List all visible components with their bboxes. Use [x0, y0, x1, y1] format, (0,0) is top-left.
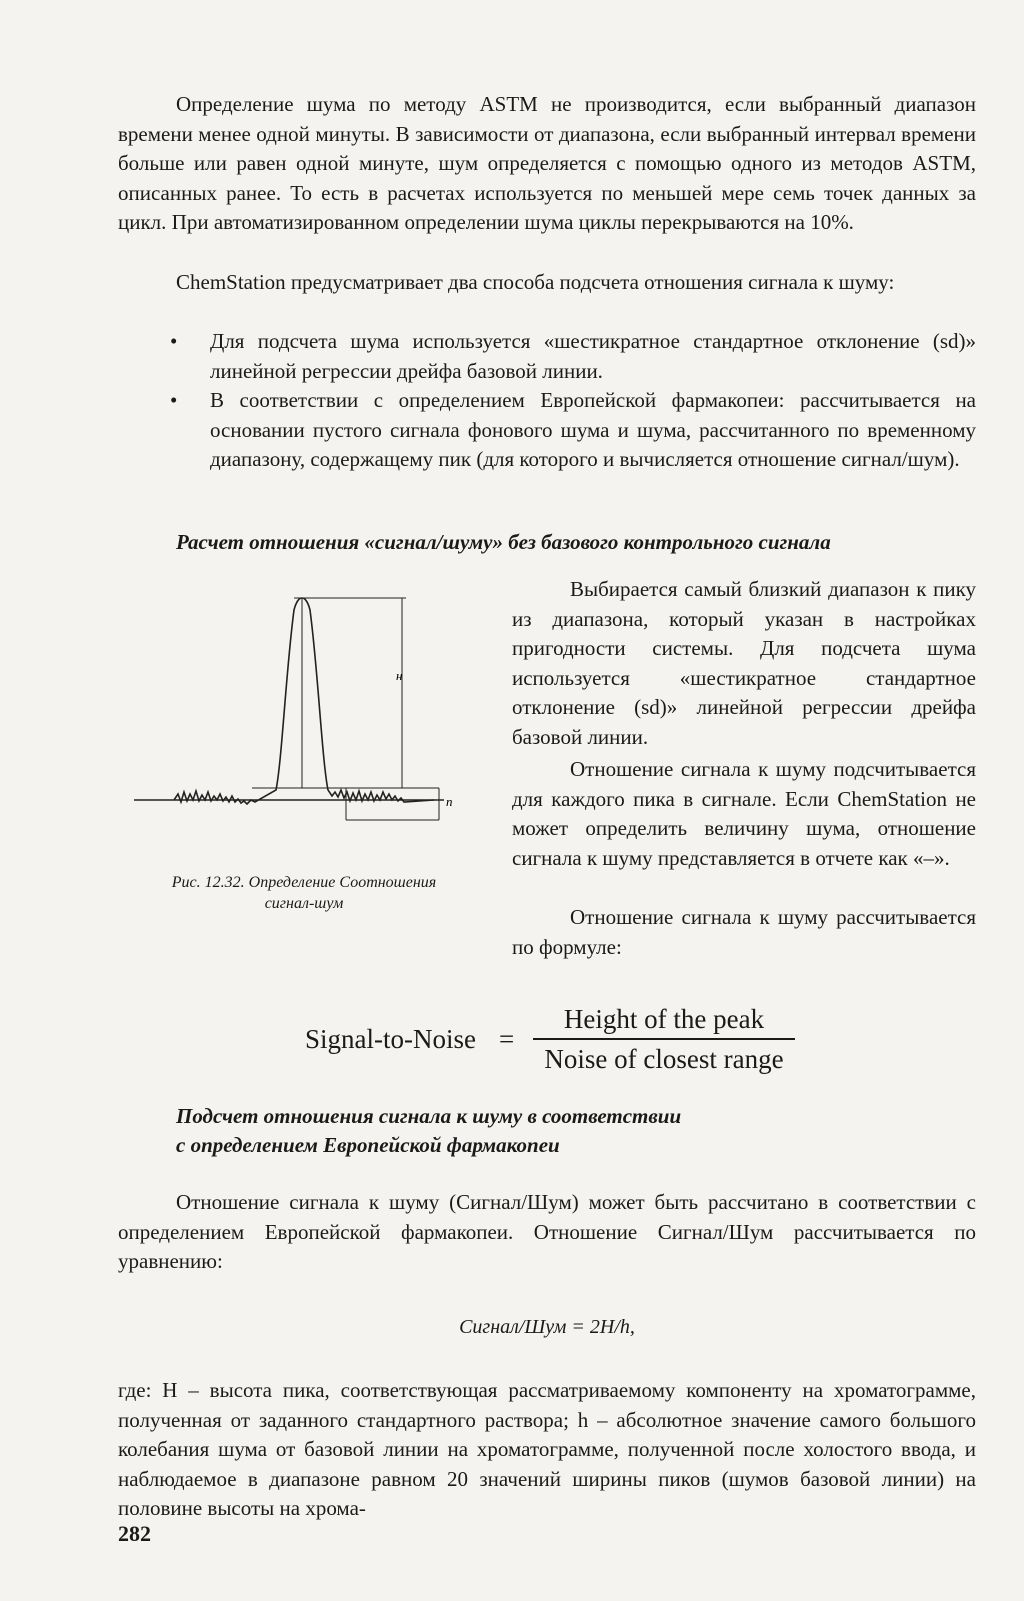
- paragraph-astm-noise: Определение шума по методу ASTM не производится, если выбранный диапазон времени менее одной минуты. В зависимости от диапазона, если выбранный интервал времени больше или равен одной минуте, шум определяется с помощью одного из методов ASTM, описанных ранее. То есть в расчетах используется по меньшей мере семь точек данных за цикл. При автоматизированном определении шума циклы перекрываются на 10%.: [118, 92, 976, 234]
- methods-list: [118, 327, 976, 475]
- fraction-bar: [533, 1038, 795, 1040]
- paragraph-definitions: где: H – высота пика, соответствующая рассматриваемому компоненту на хроматограмме, полученная от заданного стандартного раствора; h – абсолютное значение самого большого колебания шума от базовой линии на хроматограмме, полученной после холостого ввода, и наблюдаемое в диапазоне равном 20 значений ширины пиков (шумов базовой линии) на половине высоты на хрома-: [118, 1378, 976, 1520]
- formula-equals: =: [499, 1024, 515, 1054]
- list-item: • Для подсчета шума используется «шестикратное стандартное отклонение (sd)» линейной регрессии дрейфа базовой линии.: [170, 329, 976, 383]
- figure-caption: Рис. 12.32. Определение Соотношения сигнал-шум: [171, 874, 437, 912]
- column-paragraph-closest-range: Выбирается самый близкий диапазон к пику из диапазона, который указан в настройках пригодности системы. Для подсчета шума используется «шестикратное стандартное отклонение (sd)» линейной регрессии дрейфа базовой линии.: [512, 577, 976, 749]
- equation-snr: Сигнал/Шум = 2H/h,: [459, 1316, 635, 1338]
- bullet-icon: •: [170, 388, 178, 412]
- formula-numerator: Height of the peak: [563, 1004, 765, 1034]
- paragraph-pharmacopoeia: Отношение сигнала к шуму (Сигнал/Шум) может быть рассчитано в соответствии с определением Европейской фармакопеи. Отношение Сигнал/Шум рассчитывается по уравнению:: [118, 1190, 976, 1273]
- formula-denominator: Noise of closest range: [544, 1044, 784, 1074]
- section-heading-pharmacopoeia: Подсчет отношения сигнала к шуму в соответствии с определением Европейской фармакопеи: [176, 1104, 682, 1157]
- paragraph-chemstation-methods: ChemStation предусматривает два способа подсчета отношения сигнала к шуму:: [176, 270, 895, 294]
- figure-label-h: н: [396, 668, 403, 683]
- signal-noise-figure: [134, 590, 474, 840]
- formula-fraction: [533, 1002, 795, 1076]
- column-paragraph-per-peak: Отношение сигнала к шуму подсчитывается для каждого пика в сигнале. Если ChemStation не может определить величину шума, отношение сигнала к шуму представляется в отчете как «–».: [512, 757, 976, 870]
- page-number: 282: [118, 1521, 151, 1546]
- list-item: • В соответствии с определением Европейской фармакопеи: рассчитывается на основании пустого сигнала фонового шума и шума, рассчитанного по временному диапазону, содержащему пик (для которого и вычисляется отношение сигнал/шум).: [170, 388, 976, 471]
- bullet-icon: •: [170, 329, 178, 353]
- column-paragraph-formula-intro: Отношение сигнала к шуму рассчитывается по формуле:: [512, 905, 976, 959]
- snr-formula: [305, 1002, 805, 1082]
- section-heading-no-baseline: Расчет отношения «сигнал/шуму» без базового контрольного сигнала: [176, 530, 831, 554]
- figure-label-n: n: [446, 794, 453, 809]
- formula-lhs: Signal-to-Noise: [305, 1024, 476, 1054]
